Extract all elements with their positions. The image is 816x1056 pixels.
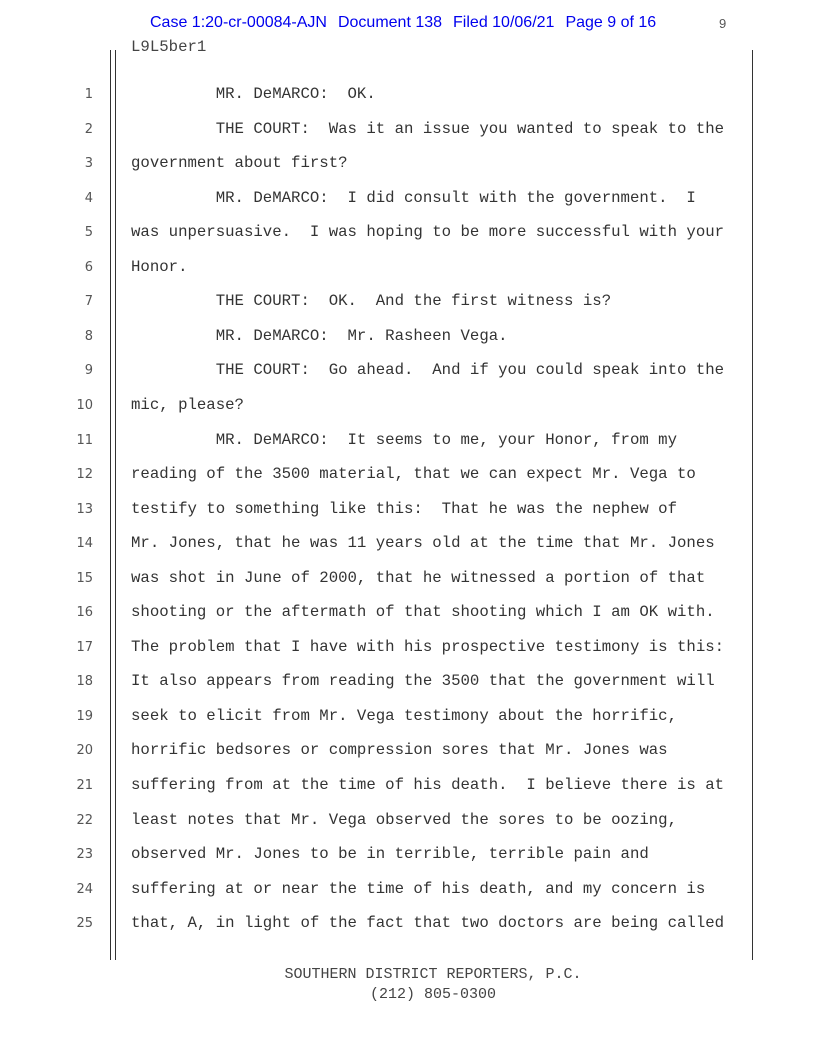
left-margin-rule [110,50,111,960]
transcript-line: The problem that I have with his prospective testimony is this: [131,637,725,656]
line-number: 21 [76,778,93,793]
line-number: 13 [76,501,93,517]
line-number: 10 [76,397,93,413]
line-number: 9 [84,363,93,379]
line-number: 17 [76,639,93,655]
line-number: 1 [84,87,93,102]
transcript-line: THE COURT: OK. And the first witness is? [131,292,612,311]
transcript-line: It also appears from reading the 3500 that the government will [131,672,715,691]
footer-phone: (212) 805-0300 [369,986,497,1003]
line-number: 19 [76,708,93,724]
transcript-line: observed Mr. Jones to be in terrible, terrible pain and [131,845,649,864]
transcript-code: L9L5ber1 [131,38,207,56]
transcript-line: suffering from at the time of his death. I believe there is at [131,776,725,794]
transcript-line: testify to something like this: That he was the nephew of [131,499,678,518]
line-number: 16 [76,605,93,621]
transcript-line: horrific bedsores or compression sores that Mr. Jones was [131,741,668,760]
line-number: 6 [84,259,93,275]
page-number: 9 [719,16,727,31]
transcript-line: shooting or the aftermath of that shooting which I am OK with. [131,603,715,622]
document-number: Document 138 [337,14,443,31]
line-number: 12 [76,467,93,483]
line-number: 3 [84,156,93,172]
line-number: 15 [76,570,93,586]
transcript-line: MR. DeMARCO: It seems to me, your Honor, from my [131,430,678,449]
right-margin-rule [752,50,753,960]
line-number: 7 [84,294,93,310]
transcript-line: mic, please? [131,395,244,414]
left-margin-rule [115,50,116,960]
transcript-line: seek to elicit from Mr. Vega testimony about the horrific, [131,706,678,725]
line-number: 8 [84,328,93,344]
line-number: 4 [84,190,93,206]
transcript-line: that, A, in light of the fact that two doctors are being called [131,914,725,933]
line-number: 23 [76,847,93,863]
line-number: 14 [76,536,93,552]
transcript-line: suffering at or near the time of his death, and my concern is [131,879,706,898]
line-number: 5 [84,225,93,241]
transcript-line: was unpersuasive. I was hoping to be more successful with your [131,223,725,242]
transcript-line: MR. DeMARCO: I did consult with the government. I [131,188,696,207]
transcript-line: THE COURT: Was it an issue you wanted to speak to the [131,119,725,138]
case-header [150,14,667,32]
line-number: 24 [76,881,93,897]
filed-date: Filed 10/06/21 [453,14,555,31]
footer-reporter: SOUTHERN DISTRICT REPORTERS, P.C. [284,966,582,983]
line-number: 25 [76,916,93,932]
transcript-line: Mr. Jones, that he was 11 years old at the time that Mr. Jones [131,534,715,553]
page-of: Page 9 of 16 [565,14,657,31]
transcript-line: reading of the 3500 material, that we can expect Mr. Vega to [131,465,696,484]
transcript-line: THE COURT: Go ahead. And if you could speak into the [131,361,725,380]
transcript-line: was shot in June of 2000, that he witnessed a portion of that [131,568,706,587]
transcript-line: government about first? [131,154,348,173]
line-number: 2 [84,121,93,137]
transcript-line: least notes that Mr. Vega observed the sores to be oozing, [131,810,678,829]
transcript-line: Honor. [131,257,188,276]
transcript-line: MR. DeMARCO: Mr. Rasheen Vega. [131,326,508,345]
line-number: 18 [76,674,93,690]
case-number: Case 1:20-cr-00084-AJN [150,14,327,31]
line-number: 22 [76,812,93,828]
line-number: 11 [76,432,93,448]
line-number: 20 [76,743,93,759]
transcript-line: MR. DeMARCO: OK. [131,85,376,103]
